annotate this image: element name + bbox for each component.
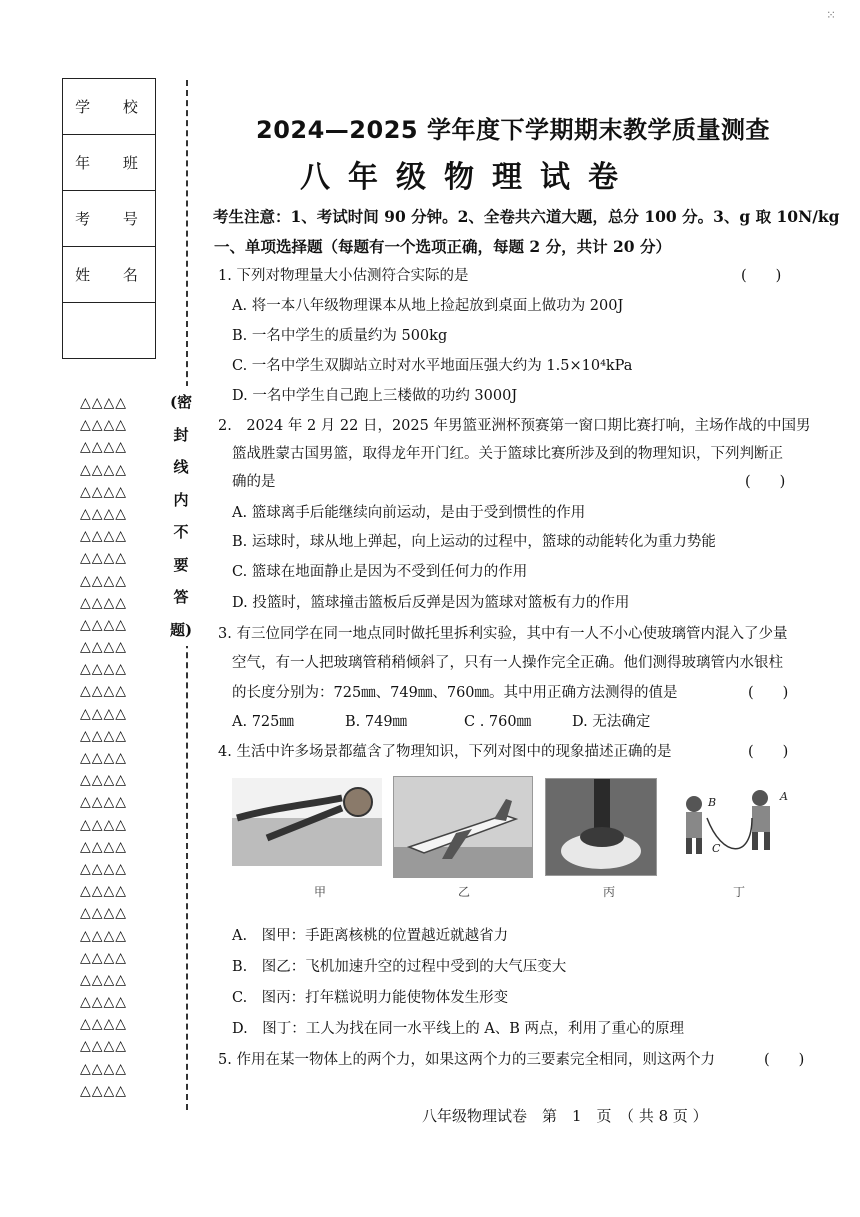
question-3-option-d: D. 无法确定 [572,714,651,730]
figure-nutcracker [232,778,382,866]
triangle-row: △△△△ [80,705,128,722]
seal-line-text [170,386,192,646]
point-a-label: A [780,790,788,803]
triangle-row: △△△△ [80,905,128,922]
corner-mark: ⁙ [826,8,837,22]
question-1-option-d: D. 一名中学生自己跑上三楼做的功约 3000J [232,388,518,404]
rice-cake-illustration [546,779,656,875]
page-footer: 八年级物理试卷 第 1 页 （ 共 8 页 ） [422,1107,708,1125]
figure-rice-cake [545,778,657,876]
triangle-row: △△△△ [80,1082,128,1099]
triangle-row: △△△△ [80,439,128,456]
triangle-row: △△△△ [80,661,128,678]
student-info-table [62,78,156,359]
question-4-answer-blank[interactable]: ( ) [748,744,789,760]
question-2-line-3: 确的是 [232,474,276,490]
question-3-answer-blank[interactable]: ( ) [748,685,789,701]
point-c-label: C [712,842,721,855]
figure-label-jia: 甲 [314,885,327,899]
school-field[interactable]: 学 校 [63,79,156,135]
question-5-answer-blank[interactable]: ( ) [764,1052,805,1068]
seal-char: 要 [173,555,189,574]
blank-field[interactable] [63,303,156,359]
question-4-stem: 4. 生活中许多场景都蕴含了物理知识，下列对图中的现象描述正确的是 [218,744,672,760]
section-heading: 一、单项选择题（每题有一个选项正确，每题 2 分，共计 20 分） [214,237,671,256]
triangle-row: △△△△ [80,395,128,411]
question-4-option-b: B. 图乙：飞机加速升空的过程中受到的大气压变大 [232,959,567,975]
question-1-stem: 1. 下列对物理量大小估测符合实际的是 [218,268,469,284]
triangle-row: △△△△ [80,994,128,1011]
triangle-row: △△△△ [80,772,128,789]
triangle-row: △△△△ [80,750,128,766]
figure-label-bing: 丙 [603,885,616,899]
question-2-answer-blank[interactable]: ( ) [745,474,786,490]
question-2-option-b: B. 运球时，球从地上弹起，向上运动的过程中，篮球的动能转化为重力势能 [232,534,716,550]
exam-title: 2024—2025 学年度下学期期末教学质量测查 [256,116,770,144]
question-5-stem: 5. 作用在某一物体上的两个力，如果这两个力的三要素完全相同，则这两个力 [218,1052,715,1068]
triangle-row: △△△△ [80,528,128,545]
question-3-option-a: A. 725㎜ [232,714,294,730]
triangle-row: △△△△ [80,1016,128,1033]
figure-label-yi: 乙 [458,885,471,899]
seal-char: 封 [173,425,189,444]
name-field[interactable]: 姓 名 [63,247,156,303]
triangle-row: △△△△ [80,883,128,900]
triangle-row: △△△△ [80,949,128,966]
seal-char: 线 [173,458,189,476]
question-4-option-c: C. 图丙：打年糕说明力能使物体发生形变 [232,990,509,1006]
question-1-option-b: B. 一名中学生的质量约为 500kg [232,328,448,344]
figure-workers-level [672,778,800,870]
class-field[interactable]: 年 班 [63,135,156,191]
question-2-option-d: D. 投篮时，篮球撞击篮板后反弹是因为篮球对篮板有力的作用 [232,595,630,611]
question-2-line-2: 篮战胜蒙古国男篮，取得龙年开门红。关于篮球比赛所涉及到的物理知识，下列判断正 [232,446,783,462]
question-1-option-c: C. 一名中学生双脚站立时对水平地面压强大约为 1.5×10⁴kPa [232,358,633,374]
airplane-illustration [394,777,532,877]
triangle-row: △△△△ [80,505,128,522]
question-2-option-c: C. 篮球在地面静止是因为不受到任何力的作用 [232,564,528,580]
figure-label-ding: 丁 [733,885,746,899]
triangle-row: △△△△ [80,616,128,633]
triangle-row: △△△△ [80,816,128,833]
seal-char: 答 [173,588,189,606]
exam-notice: 考生注意：1、考试时间 90 分钟。2、全卷共六道大题，总分 100 分。3、g 取 10N/kg [213,207,840,226]
triangle-column [80,392,160,1102]
question-1-answer-blank[interactable]: ( ) [741,268,782,284]
triangle-row: △△△△ [80,639,128,656]
question-3-option-c: C . 760㎜ [464,714,532,730]
exam-number-field[interactable]: 考 号 [63,191,156,247]
triangle-row: △△△△ [80,727,128,744]
seal-char: 不 [173,523,189,541]
workers-level-illustration [672,778,800,870]
triangle-row: △△△△ [80,683,128,700]
question-3-line-2: 空气，有一人把玻璃管稍稍倾斜了，只有一人操作完全正确。他们测得玻璃管内水银柱 [232,655,783,671]
figure-airplane [393,776,533,878]
seal-char: (密 [170,393,193,411]
triangle-row: △△△△ [80,860,128,877]
exam-subtitle: 八年级物理试卷 [300,160,636,195]
question-2-option-a: A. 篮球离手后能继续向前运动，是由于受到惯性的作用 [232,505,586,521]
triangle-row: △△△△ [80,417,128,434]
triangle-row: △△△△ [80,971,128,988]
question-3-line-3: 的长度分别为：725㎜、749㎜、760㎜。其中用正确方法测得的值是 [232,685,678,701]
triangle-row: △△△△ [80,794,128,811]
question-1-option-a: A. 将一本八年级物理课本从地上捡起放到桌面上做功为 200J [232,298,624,314]
nutcracker-illustration [232,778,382,866]
triangle-row: △△△△ [80,594,128,611]
triangle-row: △△△△ [80,483,128,500]
triangle-row: △△△△ [80,572,128,589]
question-3-line-1: 3. 有三位同学在同一地点同时做托里拆利实验，其中有一人不小心使玻璃管内混入了少量 [218,626,788,642]
question-3-option-b: B. 749㎜ [345,714,408,730]
triangle-row: △△△△ [80,927,128,944]
triangle-row: △△△△ [80,838,128,855]
triangle-row: △△△△ [80,550,128,567]
question-2-line-1: 2. 2024 年 2 月 22 日，2025 年男篮亚洲杯预赛第一窗口期比赛打响，主场作战的中国男 [218,418,811,434]
question-4-option-a: A. 图甲：手距离核桃的位置越近就越省力 [232,928,509,944]
seal-char: 内 [173,490,189,509]
triangle-row: △△△△ [80,1038,128,1055]
triangle-row: △△△△ [80,1060,128,1077]
question-4-option-d: D. 图丁：工人为找在同一水平线上的 A、B 两点，利用了重心的原理 [232,1021,685,1037]
seal-char: 题) [170,620,193,639]
triangle-row: △△△△ [80,461,128,478]
point-b-label: B [708,796,717,809]
